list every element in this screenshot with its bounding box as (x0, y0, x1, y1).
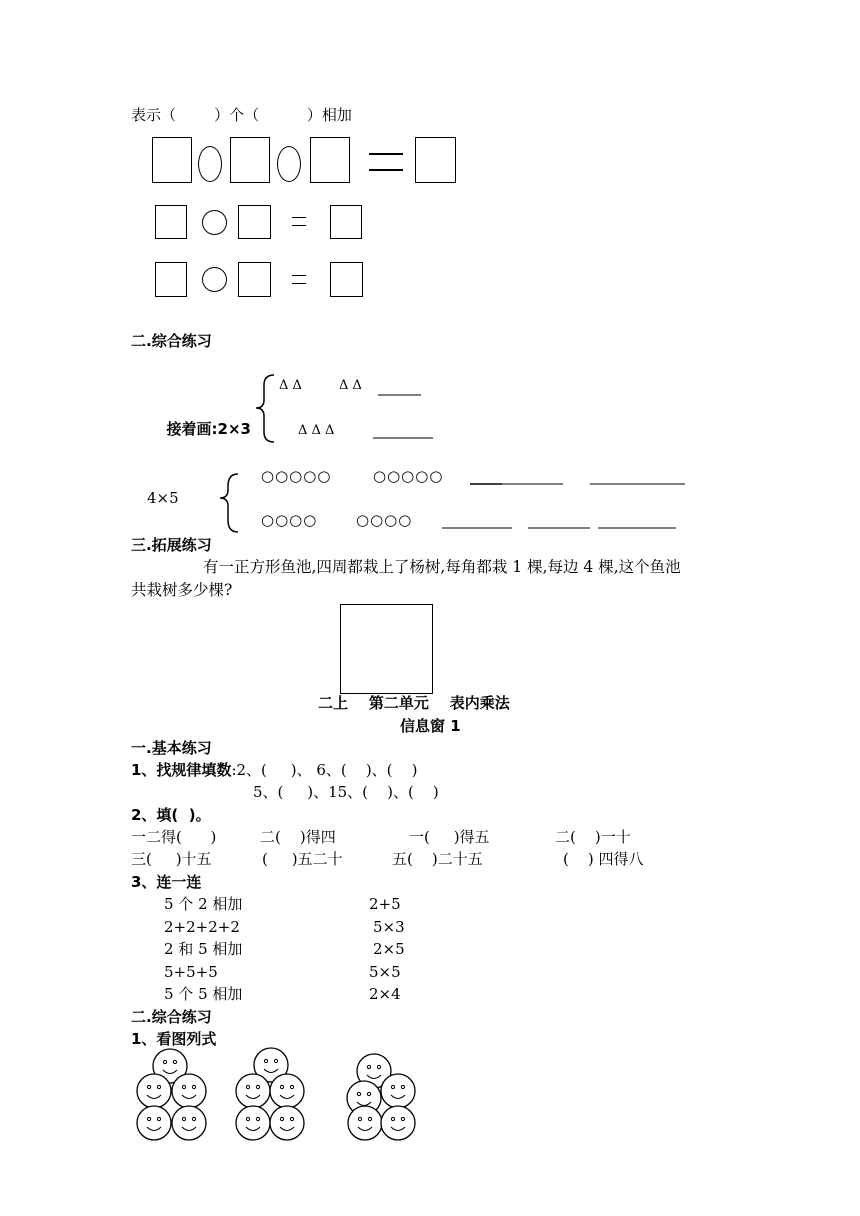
pattern-sequence: 5、( )、15、( )、( ) (253, 783, 439, 801)
unit-subtitle: 信息窗 1 (400, 717, 461, 735)
represent-line: 表示（ ）个（ ）相加 (131, 106, 352, 124)
smiley-face (236, 1106, 270, 1140)
smiley-face (270, 1106, 304, 1140)
match-right-item[interactable]: 2×4 (369, 985, 401, 1003)
match-left-item[interactable]: 5+5+5 (164, 963, 218, 981)
smiley-face (137, 1106, 171, 1140)
smiley-face (270, 1074, 304, 1108)
unit-title: 二上 第二单元 表内乘法 (318, 694, 510, 712)
smiley-face (381, 1074, 415, 1108)
fill-item: ( ) 四得八 (563, 850, 644, 868)
circle-expression-label: 4×5 (147, 489, 179, 507)
match-left-item[interactable]: 2+2+2+2 (164, 918, 240, 936)
smiley-group-2 (236, 1048, 304, 1140)
section-title: 二.综合练习 (131, 332, 212, 350)
triangle-group: Δ Δ Δ (298, 423, 335, 438)
fill-item: 三( )十五 (131, 850, 212, 868)
fill-item: 一二得( ) (131, 828, 217, 846)
match-left-item[interactable]: 5 个 5 相加 (164, 985, 243, 1003)
smiley-face (236, 1074, 270, 1108)
smiley-face (348, 1106, 382, 1140)
circle-group: ○○○○○ (373, 467, 444, 485)
question-label: 1、看图列式 (131, 1030, 217, 1048)
section-title: 一.基本练习 (131, 739, 212, 757)
match-left-item[interactable]: 5 个 2 相加 (164, 895, 243, 913)
problem-text: 共栽树多少棵? (131, 581, 233, 599)
question-label: 3、连一连 (131, 873, 202, 891)
match-right-item[interactable]: 5×5 (369, 963, 401, 981)
question-label: 2、填( )。 (131, 806, 211, 824)
smiley-face (172, 1074, 206, 1108)
section-title: 二.综合练习 (131, 1008, 212, 1026)
triangle-group: Δ Δ (339, 378, 362, 393)
fill-item: 一( )得五 (409, 828, 490, 846)
match-right-item[interactable]: 2+5 (369, 895, 401, 913)
section-title: 三.拓展练习 (131, 536, 212, 554)
smiley-face (381, 1106, 415, 1140)
question-label: 1、找规律填数 (131, 761, 232, 779)
smiley-group-1 (137, 1049, 206, 1140)
match-right-item[interactable]: 5×3 (373, 918, 405, 936)
smiley-face (172, 1106, 206, 1140)
fill-item: 二( )一十 (555, 828, 631, 846)
match-right-item[interactable]: 2×5 (373, 940, 405, 958)
fill-item: 二( )得四 (260, 828, 336, 846)
triangle-group: Δ Δ (279, 378, 302, 393)
circle-group: ○○○○○ (261, 467, 332, 485)
circle-group: ○○○○ (261, 511, 318, 529)
fill-item: ( )五二十 (262, 850, 343, 868)
problem-text: 有一正方形鱼池,四周都栽上了杨树,每角都栽 1 棵,每边 4 棵,这个鱼池 (203, 558, 681, 576)
smiley-face (137, 1074, 171, 1108)
fill-item: 五( )二十五 (392, 850, 483, 868)
pattern-sequence: :2、( )、 6、( )、( ) (231, 761, 418, 779)
smiley-group-3 (347, 1054, 415, 1140)
draw-label-text: 接着画:2×3 (166, 420, 251, 438)
circle-group: ○○○○ (356, 511, 413, 529)
match-left-item[interactable]: 2 和 5 相加 (164, 940, 243, 958)
